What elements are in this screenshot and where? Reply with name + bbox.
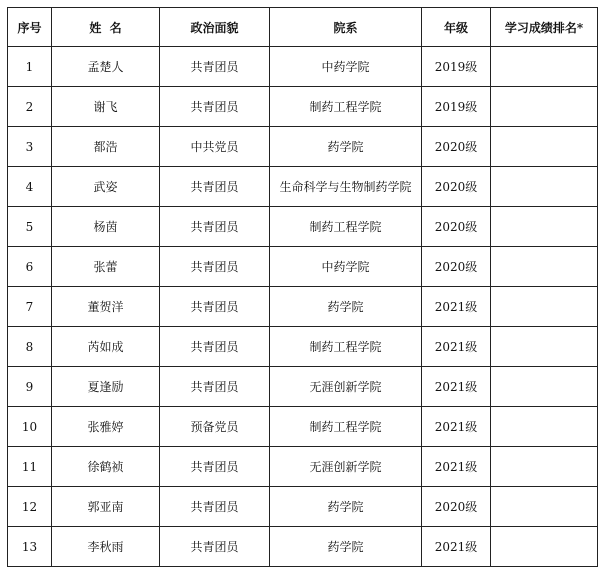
cell-dept: 药学院 (270, 487, 422, 527)
cell-political: 共青团员 (160, 247, 270, 287)
cell-grade: 2021级 (422, 407, 491, 447)
header-political: 政治面貌 (160, 8, 270, 47)
cell-rank (491, 287, 598, 327)
cell-name: 张雅婷 (52, 407, 160, 447)
cell-no: 12 (8, 487, 52, 527)
header-row (8, 8, 598, 47)
header-no: 序号 (8, 8, 52, 47)
cell-grade: 2021级 (422, 527, 491, 567)
cell-name: 孟楚人 (52, 47, 160, 87)
table-row (8, 207, 598, 247)
table-row (8, 127, 598, 167)
cell-grade: 2020级 (422, 127, 491, 167)
cell-grade: 2021级 (422, 287, 491, 327)
table-row (8, 407, 598, 447)
header-name: 姓 名 (52, 8, 160, 47)
cell-political: 共青团员 (160, 167, 270, 207)
cell-name: 都浩 (52, 127, 160, 167)
cell-no: 3 (8, 127, 52, 167)
table-row (8, 447, 598, 487)
cell-name: 杨茵 (52, 207, 160, 247)
cell-grade: 2020级 (422, 487, 491, 527)
table-row (8, 327, 598, 367)
cell-no: 4 (8, 167, 52, 207)
cell-rank (491, 87, 598, 127)
cell-name: 武姿 (52, 167, 160, 207)
cell-dept: 药学院 (270, 527, 422, 567)
cell-political: 共青团员 (160, 287, 270, 327)
table-row (8, 87, 598, 127)
cell-name: 夏逢励 (52, 367, 160, 407)
cell-dept: 无涯创新学院 (270, 367, 422, 407)
cell-dept: 药学院 (270, 287, 422, 327)
table-row (8, 287, 598, 327)
cell-grade: 2021级 (422, 367, 491, 407)
cell-political: 共青团员 (160, 47, 270, 87)
cell-dept: 制药工程学院 (270, 207, 422, 247)
cell-no: 1 (8, 47, 52, 87)
header-rank: 学习成绩排名* (491, 8, 598, 47)
header-grade: 年级 (422, 8, 491, 47)
cell-no: 10 (8, 407, 52, 447)
cell-grade: 2019级 (422, 87, 491, 127)
cell-name: 张蕾 (52, 247, 160, 287)
cell-rank (491, 207, 598, 247)
cell-no: 2 (8, 87, 52, 127)
cell-grade: 2021级 (422, 327, 491, 367)
cell-no: 11 (8, 447, 52, 487)
cell-dept: 中药学院 (270, 247, 422, 287)
table-row (8, 367, 598, 407)
cell-rank (491, 47, 598, 87)
cell-dept: 生命科学与生物制药学院 (270, 167, 422, 207)
cell-dept: 制药工程学院 (270, 87, 422, 127)
cell-political: 共青团员 (160, 447, 270, 487)
table-row (8, 47, 598, 87)
cell-dept: 制药工程学院 (270, 407, 422, 447)
cell-no: 8 (8, 327, 52, 367)
cell-name: 谢飞 (52, 87, 160, 127)
cell-rank (491, 407, 598, 447)
cell-name: 芮如成 (52, 327, 160, 367)
cell-grade: 2019级 (422, 47, 491, 87)
cell-dept: 中药学院 (270, 47, 422, 87)
cell-rank (491, 127, 598, 167)
cell-political: 共青团员 (160, 527, 270, 567)
cell-political: 共青团员 (160, 367, 270, 407)
cell-grade: 2020级 (422, 207, 491, 247)
cell-political: 共青团员 (160, 327, 270, 367)
table-row (8, 487, 598, 527)
cell-rank (491, 327, 598, 367)
cell-name: 郭亚南 (52, 487, 160, 527)
cell-name: 徐鹤祯 (52, 447, 160, 487)
table-row (8, 167, 598, 207)
cell-dept: 药学院 (270, 127, 422, 167)
table-row (8, 527, 598, 567)
table-row (8, 247, 598, 287)
cell-rank (491, 487, 598, 527)
header-dept: 院系 (270, 8, 422, 47)
cell-grade: 2021级 (422, 447, 491, 487)
cell-rank (491, 367, 598, 407)
cell-political: 共青团员 (160, 487, 270, 527)
cell-rank (491, 447, 598, 487)
cell-political: 预备党员 (160, 407, 270, 447)
cell-dept: 无涯创新学院 (270, 447, 422, 487)
cell-name: 李秋雨 (52, 527, 160, 567)
cell-no: 5 (8, 207, 52, 247)
cell-political: 共青团员 (160, 87, 270, 127)
cell-no: 13 (8, 527, 52, 567)
cell-rank (491, 247, 598, 287)
cell-no: 6 (8, 247, 52, 287)
cell-political: 共青团员 (160, 207, 270, 247)
cell-no: 7 (8, 287, 52, 327)
cell-grade: 2020级 (422, 167, 491, 207)
student-table (7, 7, 598, 567)
cell-political: 中共党员 (160, 127, 270, 167)
cell-no: 9 (8, 367, 52, 407)
cell-name: 董贺洋 (52, 287, 160, 327)
cell-dept: 制药工程学院 (270, 327, 422, 367)
cell-grade: 2020级 (422, 247, 491, 287)
cell-rank (491, 527, 598, 567)
cell-rank (491, 167, 598, 207)
